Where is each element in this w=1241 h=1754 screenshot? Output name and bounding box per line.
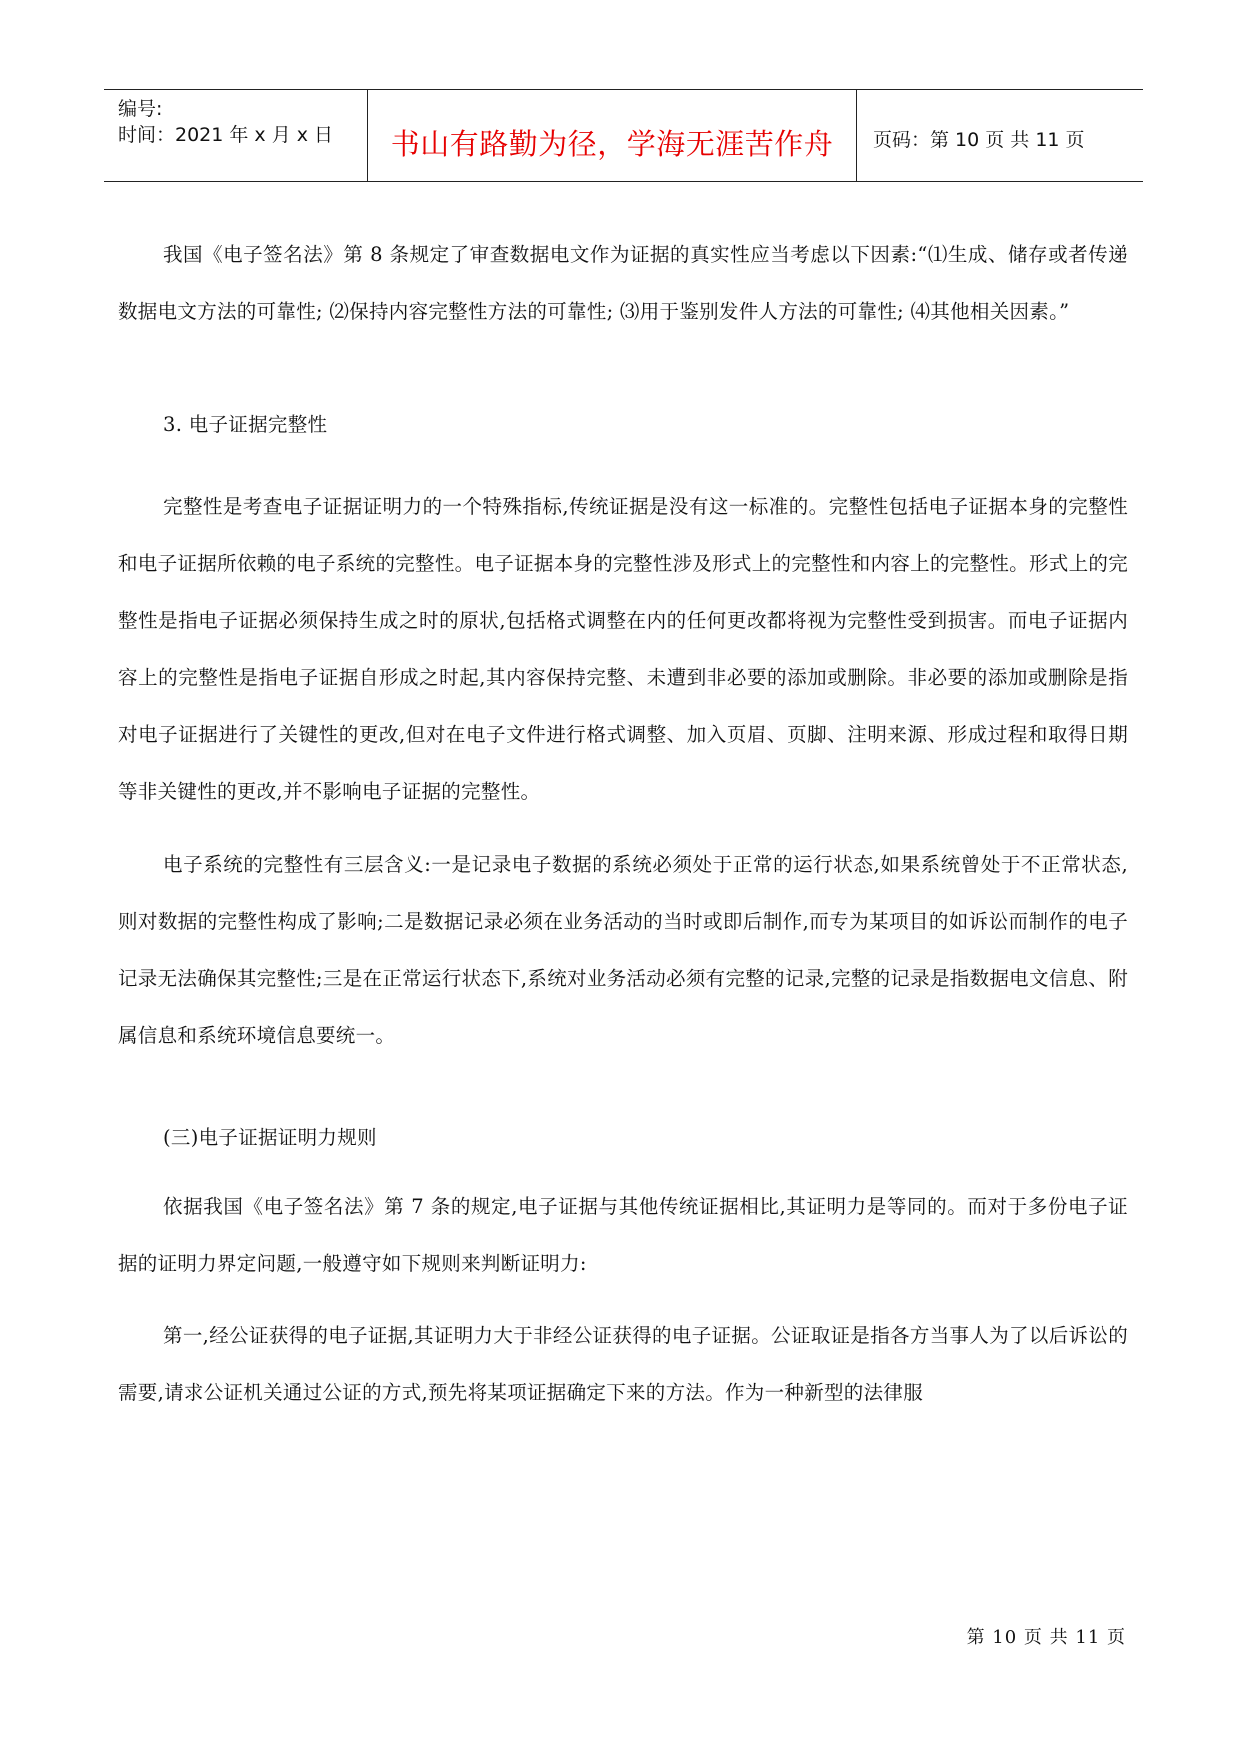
paragraph-2: 完整性是考查电子证据证明力的一个特殊指标,传统证据是没有这一标准的。完整性包括电子证据本身的完整性和电子证据所依赖的电子系统的完整性。电子证据本身的完整性涉及形式上的完整性和内容上的完整性。形式上的完整性是指电子证据必须保持生成之时的原状,包括格式调整在内的任何更改都将视为完整性受到损害。而电子证据内容上的完整性是指电子证据自形成之时起,其内容保持完整、未遭到非必要的添加或删除。非必要的添加或删除是指对电子证据进行了关键性的更改,但对在电子文件进行格式调整、加入页眉、页脚、注明来源、形成过程和取得日期等非关键性的更改,并不影响电子证据的完整性。: [118, 495, 1128, 803]
paragraph-1: 我国《电子签名法》第 8 条规定了审查数据电文作为证据的真实性应当考虑以下因素:“⑴生成、储存或者传递数据电文方法的可靠性; ⑵保持内容完整性方法的可靠性; ⑶用于鉴别发件人方法的可靠性; ⑷其他相关因素。”: [118, 243, 1128, 323]
page-footer: 第 10 页 共 11 页: [966, 1627, 1126, 1648]
date-line: 时间：2021 年 x 月 x 日: [118, 124, 334, 146]
section-heading-integrity: 3. 电子证据完整性: [163, 413, 328, 436]
header-motto: 书山有路勤为径，学海无涯苦作舟: [390, 127, 834, 161]
header-meta-cell: [104, 90, 368, 181]
document-header: [104, 89, 1143, 182]
header-page-cell: [857, 90, 1143, 181]
section-heading-rules: (三)电子证据证明力规则: [163, 1126, 377, 1149]
header-motto-cell: [368, 90, 857, 181]
serial-number-label: 编号:: [118, 98, 163, 120]
paragraph-4: 依据我国《电子签名法》第 7 条的规定,电子证据与其他传统证据相比,其证明力是等同的。而对于多份电子证据的证明力界定问题,一般遵守如下规则来判断证明力:: [118, 1195, 1128, 1275]
paragraph-3: 电子系统的完整性有三层含义:一是记录电子数据的系统必须处于正常的运行状态,如果系统曾处于不正常状态,则对数据的完整性构成了影响;二是数据记录必须在业务活动的当时或即后制作,而专为某项目的如诉讼而制作的电子记录无法确保其完整性;三是在正常运行状态下,系统对业务活动必须有完整的记录,完整的记录是指数据电文信息、附属信息和系统环境信息要统一。: [118, 853, 1128, 1047]
paragraph-5: 第一,经公证获得的电子证据,其证明力大于非经公证获得的电子证据。公证取证是指各方当事人为了以后诉讼的需要,请求公证机关通过公证的方式,预先将某项证据确定下来的方法。作为一种新型的法律服: [118, 1324, 1128, 1404]
header-page-info: 页码：第 10 页 共 11 页: [873, 129, 1085, 151]
